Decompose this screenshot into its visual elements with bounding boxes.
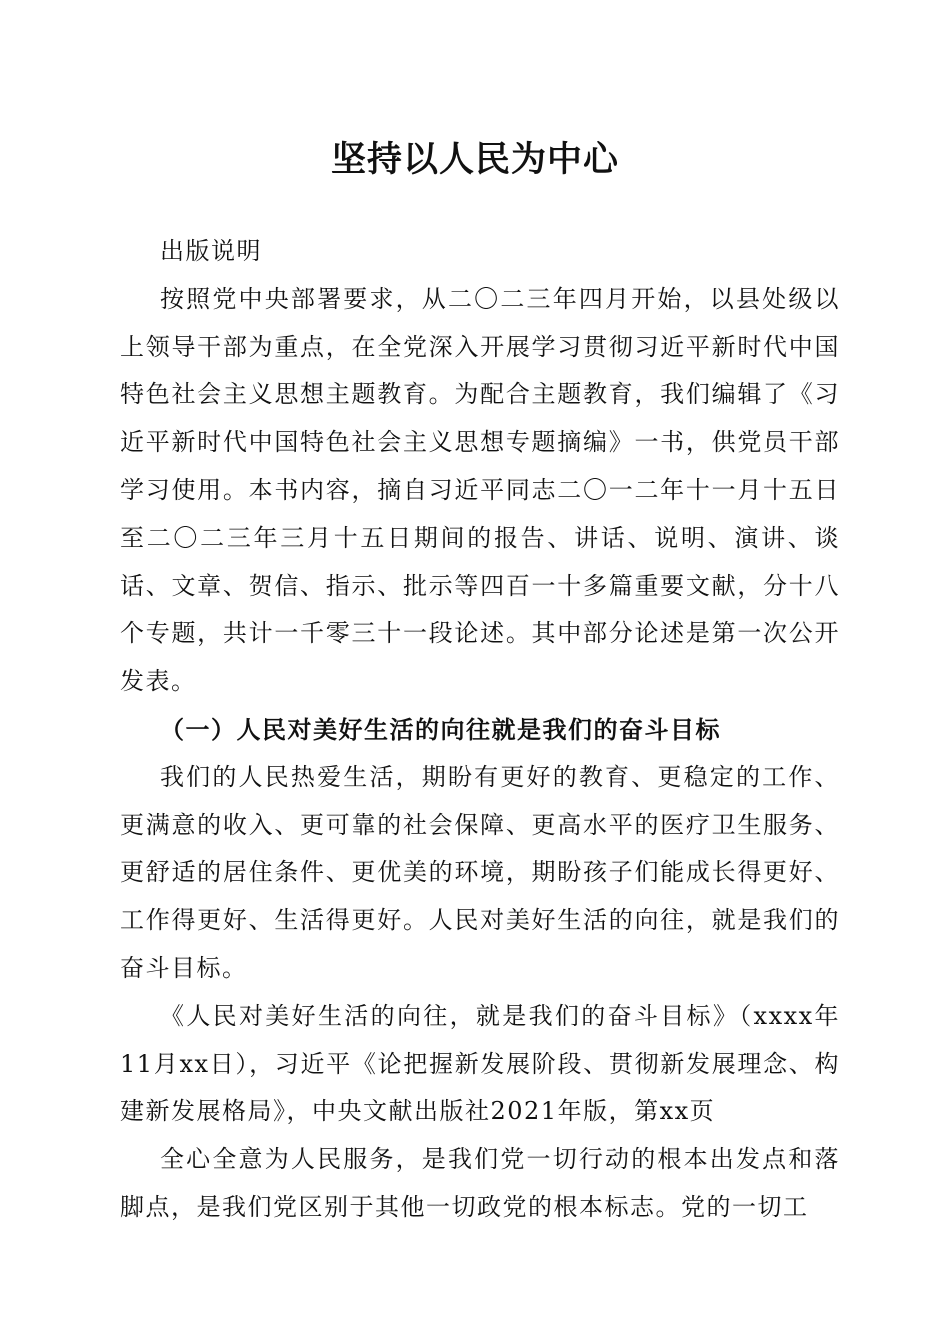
source-citation: 《人民对美好生活的向往，就是我们的奋斗目标》（xxxx年11月xx日），习近平《论把握新发展阶段、贯彻新发展理念、构建新发展格局》，中央文献出版社2021年版，第xx页 xyxy=(120,1001,840,1126)
publication-note-paragraph: 按照党中央部署要求，从二〇二三年四月开始，以县处级以上领导干部为重点，在全党深入开展学习贯彻习近平新时代中国特色社会主义思想主题教育。为配合主题教育，我们编辑了《习近平新时代中国特色社会主义思想专题摘编》一书，供党员干部学习使用。本书内容，摘自习近平同志二〇一二年十一月十五日至二〇二三年三月十五日期间的报告、讲话、说明、演讲、谈话、文章、贺信、指示、批示等四百一十多篇重要文献，分十八个专题，共计一千零三十一段论述。其中部分论述是第一次公开发表。 xyxy=(120,284,840,696)
document-body xyxy=(120,228,840,1232)
publication-note-label: 出版说明 xyxy=(160,237,262,265)
section-heading: （一）人民对美好生活的向往就是我们的奋斗目标 xyxy=(160,714,721,744)
document-title: 坚持以人民为中心 xyxy=(330,139,619,180)
quote-paragraph-continued: 全心全意为人民服务，是我们党一切行动的根本出发点和落脚点，是我们党区别于其他一切政党的根本标志。党的一切工 xyxy=(120,1145,840,1221)
quote-paragraph: 我们的人民热爱生活，期盼有更好的教育、更稳定的工作、更满意的收入、更可靠的社会保障、更高水平的医疗卫生服务、更舒适的居住条件、更优美的环境，期盼孩子们能成长得更好、工作得更好、生活得更好。人民对美好生活的向往，就是我们的奋斗目标。 xyxy=(120,762,840,982)
